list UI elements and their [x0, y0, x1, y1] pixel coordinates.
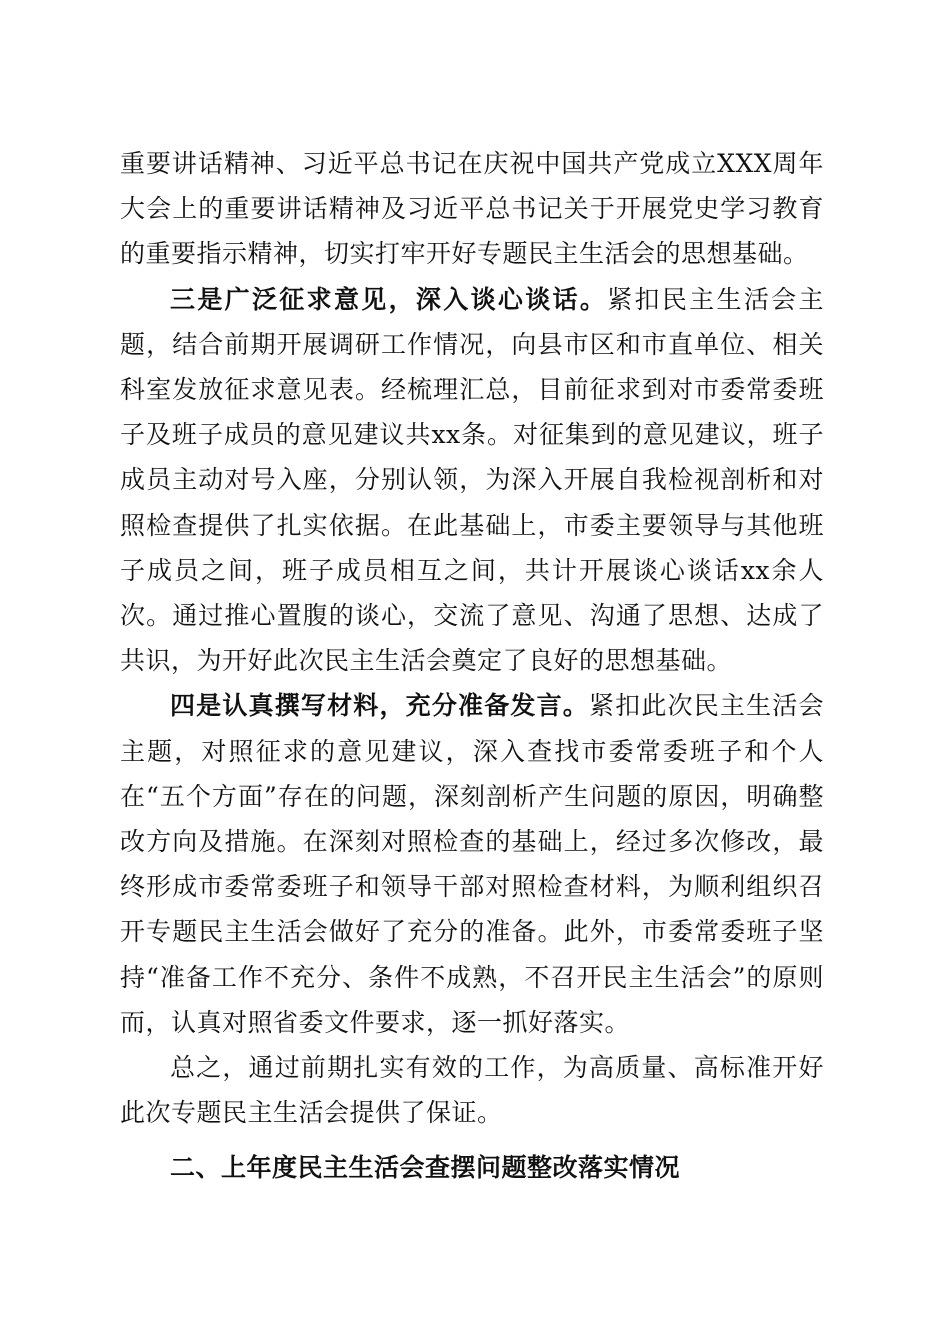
paragraph-continuation	[120, 141, 824, 277]
document-body	[120, 141, 824, 1191]
paragraph-text: 总之，通过前期扎实有效的工作，为高质量、高标准开好此次专题民主生活会提供了保证。	[120, 1053, 824, 1128]
paragraph-prepare-materials	[120, 683, 824, 1045]
paragraph-text: 重要讲话精神、习近平总书记在庆祝中国共产党成立XXX周年大会上的重要讲话精神及习近平总书记关于开展党史学习教育的重要指示精神，切实打牢开好专题民主生活会的思想基础。	[120, 149, 824, 269]
paragraph-summary	[120, 1045, 824, 1135]
paragraph-lead: 三是广泛征求意见，深入谈心谈话。	[170, 284, 608, 314]
paragraph-text: 紧扣此次民主生活会主题，对照征求的意见建议，深入查找市委常委班子和个人在“五个方面”存在的问题，深刻剖析产生问题的原因，明确整改方向及措施。在深刻对照检查的基础上，经过多次修改，最终形成市委常委班子和领导干部对照检查材料，为顺利组织召开专题民主生活会做好了充分的准备。此外，市委常委班子坚持“准备工作不充分、条件不成熟，不召开民主生活会”的原则而，认真对照省委文件要求，逐一抓好落实。	[120, 691, 824, 1037]
paragraph-solicit-opinions	[120, 277, 824, 684]
section-heading: 二、上年度民主生活会查摆问题整改落实情况	[170, 1153, 681, 1183]
paragraph-text: 紧扣民主生活会主题，结合前期开展调研工作情况，向县市区和市直单位、相关科室发放征求意见表。经梳理汇总，目前征求到对市委常委班子及班子成员的意见建议共xx条。对征集到的意见建议，班子成员主动对号入座，分别认领，为深入开展自我检视剖析和对照检查提供了扎实依据。在此基础上，市委主要领导与其他班子成员之间，班子成员相互之间，共计开展谈心谈话xx余人次。通过推心置腹的谈心，交流了意见、沟通了思想、达成了共识，为开好此次民主生活会奠定了良好的思想基础。	[120, 284, 824, 676]
paragraph-lead: 四是认真撰写材料，充分准备发言。	[170, 691, 589, 721]
